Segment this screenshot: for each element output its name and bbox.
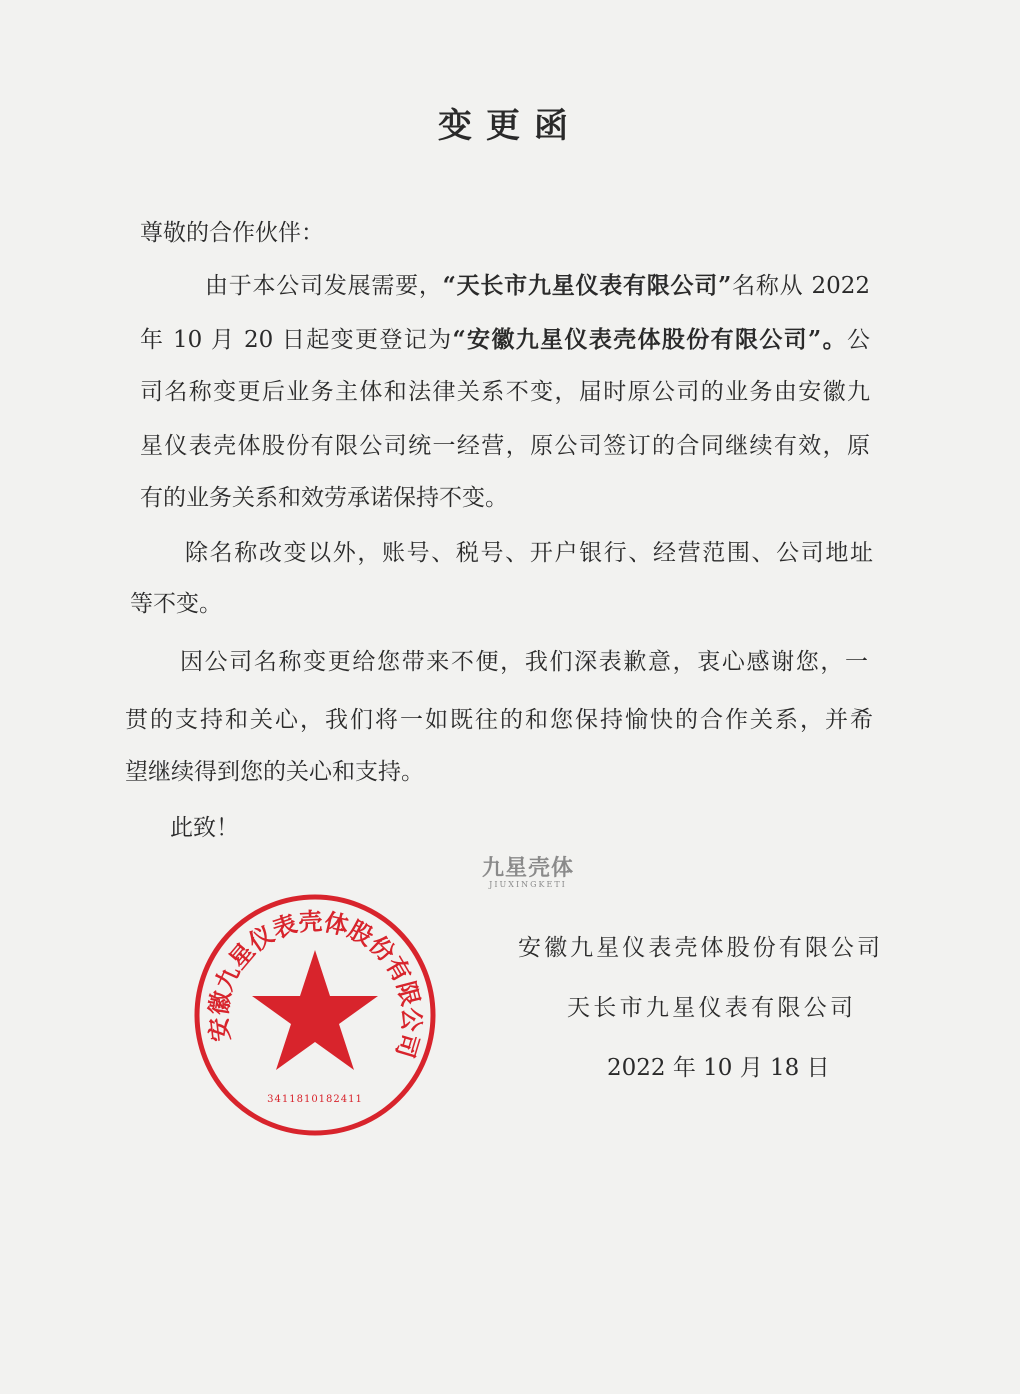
body-line — [130, 587, 222, 621]
body-line — [140, 216, 324, 250]
watermark-cn: 九星壳体 — [482, 855, 575, 881]
watermark-en: JIUXINGKETI — [489, 880, 567, 889]
body-text: 有的业务关系和效劳承诺保持不变。 — [140, 485, 508, 511]
body-text: 等不变。 — [130, 591, 222, 617]
body-text: 司名称变更后业务主体和法律关系不变，届时原公司的业务由安徽九 — [140, 379, 870, 405]
body-text: 此致！ — [170, 815, 239, 841]
body-line — [125, 755, 424, 789]
signature-date: 2022 年 10 月 18 日 — [607, 1055, 830, 1081]
body-text: 因公司名称变更给您带来不便，我们深表歉意，衷心感谢您，一 — [180, 649, 868, 675]
body-text: 除名称改变以外，账号、税号、开户银行、经营范围、公司地址 — [185, 540, 873, 566]
body-text: 年 10 月 20 日起变更登记为 — [140, 327, 453, 353]
body-text: 贯的支持和关心，我们将一如既往的和您保持愉快的合作关系，并希 — [125, 707, 873, 733]
body-line — [140, 323, 870, 357]
body-text: 由于本公司发展需要， — [205, 273, 443, 299]
company-name-bold: “安徽九星仪表壳体股份有限公司”。 — [452, 326, 847, 353]
watermark-logo — [482, 856, 574, 890]
svg-text:安徽九星仪表壳体股份有限公司: 安徽九星仪表壳体股份有限公司 — [203, 906, 427, 1062]
company-seal — [190, 890, 440, 1140]
body-line — [185, 536, 873, 570]
body-line — [140, 481, 508, 515]
body-line — [140, 429, 870, 463]
company-name-bold: “天长市九星仪表有限公司” — [442, 272, 732, 299]
body-line — [205, 269, 870, 303]
letter-title: 变更函 — [438, 106, 582, 146]
body-text: 尊敬的合作伙伴： — [140, 220, 324, 246]
body-line — [180, 645, 868, 679]
svg-text:3411810182411: 3411810182411 — [267, 1094, 363, 1105]
body-line — [140, 375, 870, 409]
body-text: 星仪表壳体股份有限公司统一经营，原公司签订的合同继续有效，原 — [140, 433, 870, 459]
body-line — [125, 703, 873, 737]
body-text: 公 — [847, 327, 870, 353]
signature-company-new: 安徽九星仪表壳体股份有限公司 — [518, 935, 880, 961]
signature-company-old: 天长市九星仪表有限公司 — [567, 995, 853, 1021]
body-text: 名称从 2022 — [731, 273, 870, 299]
body-line — [170, 811, 239, 845]
body-text: 望继续得到您的关心和支持。 — [125, 759, 424, 785]
